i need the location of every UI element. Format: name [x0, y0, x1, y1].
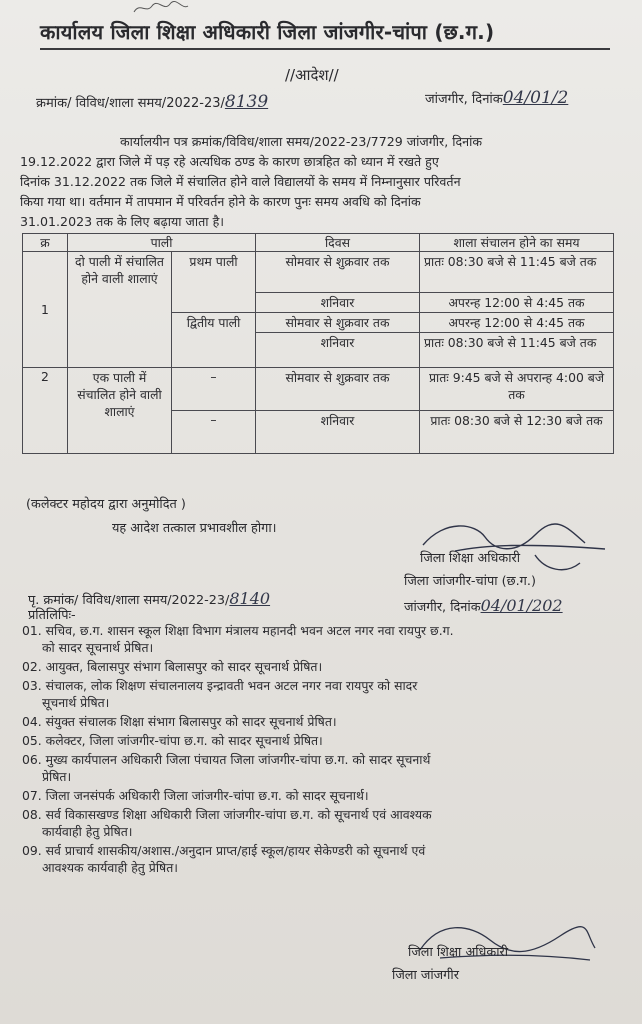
place-date-text: जांजगीर, दिनांक [425, 92, 503, 107]
row-day: शनिवार [256, 293, 420, 313]
paragraph-line: किया गया था। वर्तमान में तापमान में परिवर्तन होने के कारण पुनः समय अवधि को दिनांक [20, 194, 421, 209]
copy-list [22, 622, 622, 878]
list-item [22, 787, 622, 804]
title-underline [40, 48, 610, 50]
bottom-signatory-designation: जिला शिक्षा अधिकारी [408, 945, 509, 960]
bottom-signature-icon [410, 910, 600, 970]
signatory-district: जिला जांजगीर-चांपा (छ.ग.) [404, 574, 536, 589]
table-row [23, 252, 614, 293]
header-time: शाला संचालन होने का समय [420, 234, 614, 252]
copy-text: संचालक, लोक शिक्षण संचालनालय इन्द्रावती भवन अटल नगर नवा रायपुर को सादर [45, 678, 418, 693]
copy-number: 05. [22, 733, 42, 748]
copy-number: 08. [22, 807, 42, 822]
header-day: दिवस [256, 234, 420, 252]
copy-number: 06. [22, 752, 42, 767]
copy-number: 07. [22, 788, 42, 803]
row-day: सोमवार से शुक्रवार तक [256, 313, 420, 333]
signatory-date-text: जांजगीर, दिनांक [404, 600, 481, 615]
copy-number: 09. [22, 843, 42, 858]
copy-text: सचिव, छ.ग. शासन स्कूल शिक्षा विभाग मंत्रालय महानदी भवन अटल नगर नवा रायपुर छ.ग. [45, 623, 454, 638]
copy-text-cont: कार्यवाही हेतु प्रेषित। [42, 824, 133, 839]
row-time: प्रातः 08:30 बजे से 12:30 बजे तक [420, 411, 614, 454]
copy-text: सर्व प्राचार्य शासकीय/अशास./अनुदान प्राप्त/हाई स्कूल/हायर सेकेण्डरी को सूचनार्थ एवं [45, 843, 426, 858]
table-header-row [23, 234, 614, 252]
row-serial: 1 [23, 252, 68, 368]
paragraph-line: 31.01.2023 तक के लिए बढ़ाया जाता है। [20, 214, 225, 229]
copy-number: 02. [22, 659, 42, 674]
list-item [22, 677, 622, 711]
copy-text-cont: आवश्यक कार्यवाही हेतु प्रेषित। [42, 860, 178, 875]
copy-text: सर्व विकासखण्ड शिक्षा अधिकारी जिला जांजगीर-चांपा छ.ग. को सूचनार्थ एवं आवश्यक [45, 807, 432, 822]
row-time: प्रातः 08:30 बजे से 11:45 बजे तक [420, 333, 614, 368]
signatory-designation: जिला शिक्षा अधिकारी [420, 551, 521, 566]
header-shift: पाली [68, 234, 256, 252]
school-timing-table [22, 233, 614, 454]
endorsement-text: पृ. क्रमांक/ विविध/शाला समय/2022-23/ [28, 593, 230, 608]
copy-text: आयुक्त, बिलासपुर संभाग बिलासपुर को सादर सूचनार्थ प्रेषित। [45, 659, 323, 674]
row-day: सोमवार से शुक्रवार तक [256, 252, 420, 293]
reference-number: 8139 [224, 92, 269, 112]
list-item [22, 806, 622, 840]
row-day: सोमवार से शुक्रवार तक [256, 368, 420, 411]
row-shift: – [172, 411, 256, 454]
row-time: अपरन्ह 12:00 से 4:45 तक [420, 293, 614, 313]
list-item [22, 713, 622, 730]
row-time: प्रातः 08:30 बजे से 11:45 बजे तक [420, 252, 614, 293]
signatory-date-handwritten: 04/01/202 [480, 596, 563, 615]
row-shift: प्रथम पाली [172, 252, 256, 313]
order-paragraph [20, 132, 620, 232]
row-time: प्रातः 9:45 बजे से अपरान्ह 4:00 बजे तक [420, 368, 614, 411]
copy-text-cont: सूचनार्थ प्रेषित। [42, 695, 110, 710]
date-handwritten: 04/01/2 [502, 88, 569, 108]
copy-text: संयुक्त संचालक शिक्षा संभाग बिलासपुर को सादर सूचनार्थ प्रेषित। [45, 714, 337, 729]
row-time: अपरन्ह 12:00 से 4:45 तक [420, 313, 614, 333]
row-category: दो पाली में संचालित होने वाली शालाएं [68, 252, 172, 368]
copy-to-label: प्रतिलिपिः- [28, 608, 76, 623]
copy-number: 03. [22, 678, 42, 693]
copy-text-cont: प्रेषित। [42, 769, 72, 784]
approval-note: (कलेक्टर महोदय द्वारा अनुमोदित ) [26, 497, 186, 512]
list-item [22, 732, 622, 749]
row-shift: – [172, 368, 256, 411]
place-date-line [425, 88, 568, 108]
row-shift: द्वितीय पाली [172, 313, 256, 368]
bottom-signatory-district: जिला जांजगीर [392, 968, 459, 983]
reference-text: क्रमांक/ विविध/शाला समय/2022-23/ [36, 96, 225, 111]
header-serial: क्र [23, 234, 68, 252]
paragraph-line: दिनांक 31.12.2022 तक जिले में संचालित होने वाले विद्यालयों के समय में निम्नानुसार परिवर्तन [20, 174, 461, 189]
list-item [22, 622, 622, 656]
copy-number: 04. [22, 714, 42, 729]
paragraph-line: 19.12.2022 द्वारा जिले में पड़ रहे अत्यधिक ठण्ड के कारण छात्रहित को ध्यान में रखते हुए [20, 154, 439, 169]
copy-text-cont: को सादर सूचनार्थ प्रेषित। [42, 640, 154, 655]
copy-text: जिला जनसंपर्क अधिकारी जिला जांजगीर-चांपा छ.ग. को सादर सूचनार्थ। [45, 788, 369, 803]
list-item [22, 751, 622, 785]
row-day: शनिवार [256, 411, 420, 454]
signatory-date-line [404, 596, 563, 615]
list-item [22, 658, 622, 675]
effective-note: यह आदेश तत्काल प्रभावशील होगा। [112, 521, 277, 536]
copy-number: 01. [22, 623, 42, 638]
order-heading: //आदेश// [285, 66, 339, 84]
row-category: एक पाली में संचालित होने वाली शालाएं [68, 368, 172, 454]
table-row [23, 368, 614, 411]
row-day: शनिवार [256, 333, 420, 368]
corner-scribble-icon [130, 0, 190, 16]
reference-line [36, 92, 268, 112]
row-serial: 2 [23, 368, 68, 454]
copy-text: कलेक्टर, जिला जांजगीर-चांपा छ.ग. को सादर सूचनार्थ प्रेषित। [45, 733, 323, 748]
copy-text: मुख्य कार्यपालन अधिकारी जिला पंचायत जिला जांजगीर-चांपा छ.ग. को सादर सूचनार्थ [45, 752, 431, 767]
endorsement-number: 8140 [229, 589, 271, 608]
office-title: कार्यालय जिला शिक्षा अधिकारी जिला जांजगीर-चांपा (छ.ग.) [40, 20, 495, 44]
paragraph-line: कार्यालयीन पत्र क्रमांक/विविध/शाला समय/2022-23/7729 जांजगीर, दिनांक [120, 134, 483, 149]
list-item [22, 842, 622, 876]
